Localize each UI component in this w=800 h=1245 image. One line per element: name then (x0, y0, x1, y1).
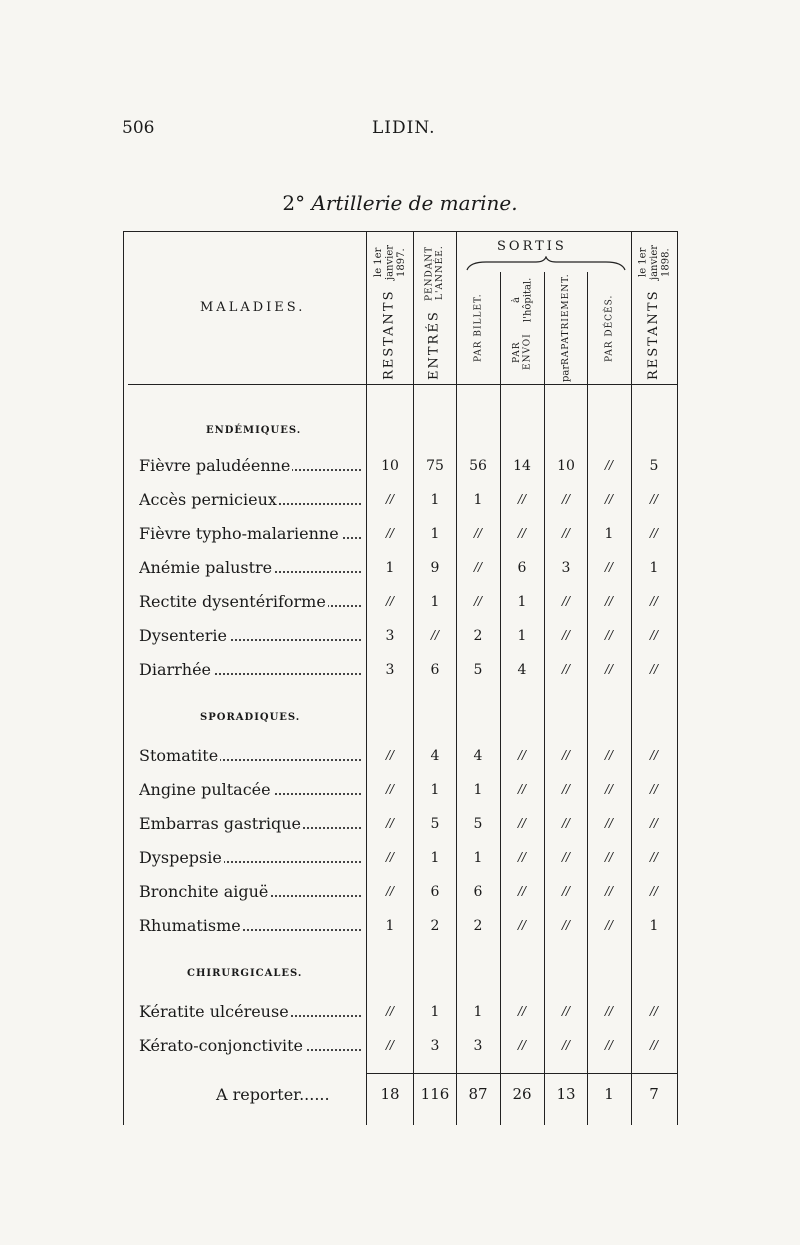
table-cell: // (649, 816, 659, 830)
row-label (139, 1002, 361, 1021)
table-cell: // (604, 594, 614, 608)
table-cell: 9 (430, 560, 440, 576)
table-cell: 1 (473, 850, 483, 866)
table-cell: // (604, 1038, 614, 1052)
table-cell: // (385, 1004, 395, 1018)
col-rule (366, 231, 367, 1125)
table-cell: 1 (473, 782, 483, 798)
report-value: 13 (556, 1085, 576, 1103)
table-cell: 1 (430, 492, 440, 508)
table-cell: // (561, 1004, 571, 1018)
table-cell: 1 (604, 526, 614, 542)
table-cell: 56 (469, 458, 487, 474)
row-label-text: Angine pultacée (139, 780, 271, 799)
table-cell: 5 (649, 458, 659, 474)
row-label (139, 660, 361, 679)
table-cell: 4 (517, 662, 527, 678)
table-cell: 1 (385, 560, 395, 576)
sortis-header: SORTIS (497, 239, 567, 254)
row-label (139, 490, 361, 509)
table-cell: 4 (473, 748, 483, 764)
table-cell: 5 (473, 816, 483, 832)
table-cell: // (385, 850, 395, 864)
par-envoi-line1: PAR ENVOI (512, 333, 533, 371)
table-cell: // (517, 526, 527, 540)
par-deces-label: PAR DÉCÈS. (604, 294, 615, 362)
table-left-rule (123, 231, 124, 1125)
table-cell: // (604, 628, 614, 642)
table-cell: // (517, 884, 527, 898)
section-name: Artillerie de marine. (311, 191, 518, 215)
report-value: 7 (649, 1085, 659, 1103)
table-cell: // (649, 1004, 659, 1018)
table-cell: 5 (473, 662, 483, 678)
row-label (139, 746, 361, 765)
table-cell: // (385, 884, 395, 898)
table-cell: 1 (430, 1004, 440, 1020)
table-cell: 75 (426, 458, 444, 474)
table-cell: 3 (385, 662, 395, 678)
row-label (139, 814, 361, 833)
restants-1897-line2: le 1er janvier 1897. (372, 245, 407, 281)
table-cell: // (604, 884, 614, 898)
table-cell: // (649, 628, 659, 642)
table-cell: // (561, 628, 571, 642)
table-cell: // (561, 526, 571, 540)
table-cell: // (517, 748, 527, 762)
entres-header (415, 236, 455, 380)
table-cell: 3 (385, 628, 395, 644)
group-sporadiques: SPORADIQUES. (200, 712, 301, 723)
row-label-text: Embarras gastrique (139, 814, 301, 833)
table-cell: // (649, 748, 659, 762)
entres-line1: ENTRÉS (426, 310, 442, 380)
table-cell: // (604, 458, 614, 472)
table-cell: 14 (513, 458, 531, 474)
table-cell: // (649, 850, 659, 864)
table-right-rule (677, 231, 678, 1125)
table-cell: // (517, 1004, 527, 1018)
restants-1897-header (368, 236, 412, 380)
report-value: 116 (420, 1085, 450, 1103)
par-envoi-line2: à l'hôpital. (511, 277, 534, 323)
table-cell: // (604, 560, 614, 574)
par-rapatriement-header (546, 273, 586, 383)
table-cell: // (604, 782, 614, 796)
row-label (139, 558, 361, 577)
table-cell: // (385, 748, 395, 762)
table-cell: 6 (430, 662, 440, 678)
col-rule (500, 272, 501, 1125)
table-cell: // (604, 492, 614, 506)
report-value: 18 (380, 1085, 400, 1103)
restants-1897-line1: RESTANTS (381, 289, 397, 380)
col-rule (456, 231, 457, 1125)
sortis-brace (466, 256, 626, 272)
row-label (139, 1036, 361, 1055)
table-cell: 1 (473, 1004, 483, 1020)
table-cell: // (385, 1038, 395, 1052)
par-billet-header (458, 276, 499, 380)
row-label-text: Fièvre paludéenne (139, 456, 291, 475)
par-rapatriement-line2: RAPATRIEMENT. (560, 273, 571, 366)
table-cell: // (604, 1004, 614, 1018)
table-cell: 10 (381, 458, 399, 474)
maladies-header: MALADIES. (200, 300, 306, 315)
entres-line2: PENDANT L'ANNÉE. (424, 245, 445, 301)
section-number: 2° (282, 191, 306, 215)
table-cell: // (561, 918, 571, 932)
row-label (139, 626, 361, 645)
header-bottom-rule (128, 384, 678, 385)
table-cell: // (517, 918, 527, 932)
table-cell: 3 (430, 1038, 440, 1054)
table-cell: 1 (430, 850, 440, 866)
row-label-text: Stomatite (139, 746, 219, 765)
section-title (0, 191, 800, 215)
table-cell: 1 (517, 628, 527, 644)
table-cell: 10 (557, 458, 575, 474)
restants-1898-line2: le 1er janvier 1898. (637, 245, 672, 281)
table-cell: // (430, 628, 440, 642)
restants-1898-line1: RESTANTS (646, 289, 662, 380)
table-cell: 1 (430, 782, 440, 798)
row-label (139, 592, 361, 611)
table-cell: // (517, 1038, 527, 1052)
page-number: 506 (122, 118, 155, 138)
row-label (139, 882, 361, 901)
group-endemiques: ENDÉMIQUES. (206, 425, 302, 436)
table-cell: 1 (649, 918, 659, 934)
table-cell: 1 (430, 526, 440, 542)
table-cell: // (649, 492, 659, 506)
table-cell: // (649, 594, 659, 608)
table-cell: // (561, 884, 571, 898)
row-label-text: Fièvre typho-malarienne (139, 524, 339, 543)
par-billet-label: PAR BILLET. (473, 293, 484, 363)
table-cell: // (473, 560, 483, 574)
row-label-text: Kératite ulcéreuse (139, 1002, 289, 1021)
table-top-rule (123, 231, 678, 232)
table-cell: // (561, 816, 571, 830)
row-label-text: Rectite dysentériforme (139, 592, 326, 611)
table-cell: // (561, 662, 571, 676)
table-cell: 2 (473, 918, 483, 934)
row-label (139, 848, 361, 867)
table-cell: 6 (473, 884, 483, 900)
table-cell: // (561, 594, 571, 608)
table-cell: // (561, 782, 571, 796)
table-cell: // (604, 748, 614, 762)
row-label-text: Kérato-conjonctivite (139, 1036, 304, 1055)
row-label-text: Bronchite aiguë (139, 882, 269, 901)
row-label-text: Diarrhée (139, 660, 212, 679)
table-cell: // (561, 492, 571, 506)
restants-1898-header (633, 236, 676, 380)
row-label (139, 916, 361, 935)
report-label: A reporter...... (216, 1085, 330, 1104)
table-cell: 1 (385, 918, 395, 934)
col-rule (413, 231, 414, 1125)
table-cell: 1 (517, 594, 527, 610)
table-cell: // (604, 662, 614, 676)
table-cell: 2 (473, 628, 483, 644)
row-label-text: Accès pernicieux (139, 490, 277, 509)
row-label (139, 456, 361, 475)
table-cell: // (604, 816, 614, 830)
report-value: 87 (468, 1085, 488, 1103)
table-cell: // (649, 782, 659, 796)
col-rule (631, 231, 632, 1125)
table-cell: 3 (561, 560, 571, 576)
table-cell: // (517, 850, 527, 864)
table-cell: // (385, 816, 395, 830)
par-rapatriement-line1: par (560, 365, 572, 383)
table-cell: 3 (473, 1038, 483, 1054)
table-cell: // (649, 1038, 659, 1052)
table-cell: 6 (517, 560, 527, 576)
table-cell: // (561, 1038, 571, 1052)
row-label (139, 524, 361, 543)
row-label-text: Dysenterie (139, 626, 227, 645)
table-cell: // (649, 526, 659, 540)
row-label (139, 780, 361, 799)
table-cell: // (473, 594, 483, 608)
table-cell: // (517, 492, 527, 506)
group-chirurgicales: CHIRURGICALES. (187, 968, 303, 979)
table-cell: // (604, 850, 614, 864)
col-rule (587, 272, 588, 1125)
table-cell: 1 (649, 560, 659, 576)
col-rule (544, 272, 545, 1125)
report-value: 26 (512, 1085, 532, 1103)
table-cell: // (561, 748, 571, 762)
report-value: 1 (604, 1085, 614, 1103)
table-cell: // (517, 816, 527, 830)
running-title: LIDIN. (372, 118, 436, 138)
table-cell: 4 (430, 748, 440, 764)
table-cell: 1 (430, 594, 440, 610)
table-cell: // (473, 526, 483, 540)
table-cell: // (517, 782, 527, 796)
row-label-text: Dyspepsie (139, 848, 222, 867)
row-label-text: Anémie palustre (139, 558, 273, 577)
table-cell: 1 (473, 492, 483, 508)
table-cell: 6 (430, 884, 440, 900)
table-cell: // (385, 782, 395, 796)
table-cell: // (385, 594, 395, 608)
table-cell: // (385, 526, 395, 540)
row-label-text: Rhumatisme (139, 916, 241, 935)
table-cell: // (561, 850, 571, 864)
par-deces-header (589, 276, 630, 380)
table-cell: // (649, 662, 659, 676)
table-cell: // (604, 918, 614, 932)
par-envoi-header (502, 276, 543, 380)
table-cell: 5 (430, 816, 440, 832)
table-cell: // (649, 884, 659, 898)
table-cell: 2 (430, 918, 440, 934)
table-cell: // (385, 492, 395, 506)
